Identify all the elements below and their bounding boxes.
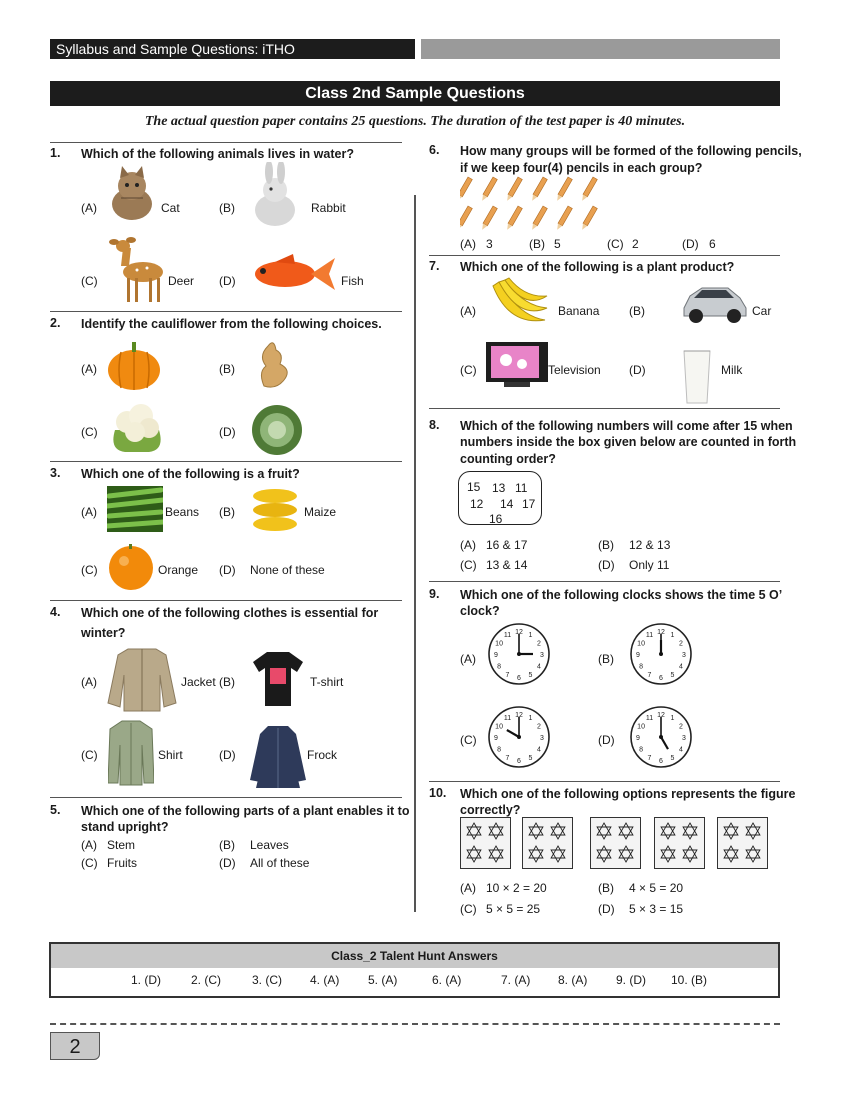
- question-text: winter?: [81, 626, 126, 640]
- divider: [429, 408, 780, 409]
- svg-text:10: 10: [637, 723, 645, 731]
- option-key: (D): [219, 274, 236, 288]
- box-number: 13: [492, 481, 506, 495]
- divider: [50, 142, 402, 143]
- question-number: 8.: [429, 418, 440, 432]
- column-divider: [414, 195, 416, 912]
- option-key: (A): [460, 652, 476, 666]
- question-text: Which one of the following clocks shows the time 5 O’: [460, 588, 783, 602]
- svg-text:1: 1: [528, 632, 533, 640]
- option-label: 12 & 13: [629, 538, 671, 552]
- option-key: (D): [219, 748, 236, 762]
- option-key: (B): [219, 362, 235, 376]
- svg-text:5: 5: [528, 754, 533, 762]
- option-key: (B): [219, 201, 235, 215]
- divider: [429, 781, 780, 782]
- pencils-image: [460, 175, 610, 233]
- svg-text:2: 2: [678, 723, 683, 731]
- question-text: Which one of the following is a fruit?: [81, 467, 300, 481]
- option-key: (D): [629, 363, 646, 377]
- option-label: 5 × 3 = 15: [629, 902, 684, 916]
- box-number: 14: [500, 497, 514, 511]
- question-number: 1.: [50, 146, 61, 160]
- option-key: (B): [529, 237, 545, 251]
- question-text: Identify the cauliflower from the following choices.: [81, 317, 382, 331]
- answer-item: 5. (A): [368, 973, 398, 987]
- option-key: (D): [598, 902, 615, 916]
- answer-item: 7. (A): [501, 973, 531, 987]
- option-label: Stem: [107, 838, 136, 852]
- option-key: (B): [219, 675, 235, 689]
- box-number: 15: [467, 480, 481, 494]
- svg-text:3: 3: [682, 652, 686, 659]
- header-section-title: Syllabus and Sample Questions: iTHO: [50, 39, 415, 59]
- answer-item: 9. (D): [616, 973, 646, 987]
- milk-image: [682, 349, 712, 405]
- rabbit-image: [250, 162, 300, 228]
- question-text: numbers inside the box given below are counted in forth: [460, 435, 797, 449]
- divider: [50, 797, 402, 798]
- answer-item: 8. (A): [558, 973, 588, 987]
- shirt-image: [108, 719, 154, 787]
- question-text: Which one of the following is a plant product?: [460, 260, 735, 274]
- answer-item: 6. (A): [432, 973, 462, 987]
- tshirt-image: [253, 650, 303, 708]
- svg-text:8: 8: [639, 663, 644, 671]
- option-label: Frock: [307, 748, 337, 762]
- pencil-icon: [580, 177, 597, 202]
- option-key: (B): [598, 881, 614, 895]
- option-label: Cat: [161, 201, 180, 215]
- question-text: stand upright?: [81, 820, 169, 834]
- option-key: (C): [460, 558, 477, 572]
- question-text: Which one of the following options represents the figure: [460, 787, 796, 801]
- box-number: 12: [470, 497, 484, 511]
- question-number: 3.: [50, 466, 61, 480]
- jacket-image: [106, 645, 178, 713]
- option-label: 5 × 5 = 25: [486, 902, 541, 916]
- question-number: 9.: [429, 587, 440, 601]
- option-key: (D): [598, 558, 615, 572]
- option-label: Beans: [165, 505, 200, 519]
- svg-text:6: 6: [659, 758, 663, 765]
- option-key: (A): [460, 538, 476, 552]
- option-key: (C): [460, 733, 477, 747]
- option-label: 4 × 5 = 20: [629, 881, 684, 895]
- stars-figure: [460, 817, 770, 871]
- svg-text:11: 11: [503, 632, 512, 640]
- option-key: (B): [629, 304, 645, 318]
- orange-image: [107, 543, 155, 591]
- question-number: 5.: [50, 803, 61, 817]
- answer-item: 10. (B): [671, 973, 708, 987]
- option-label: All of these: [250, 856, 310, 870]
- svg-text:7: 7: [647, 671, 652, 679]
- pencil-icon: [480, 177, 497, 202]
- question-number: 2.: [50, 316, 61, 330]
- pencil-icon: [505, 177, 522, 202]
- option-key: (B): [219, 838, 235, 852]
- question-text: Which one of the following parts of a plant enables it to: [81, 804, 410, 818]
- svg-text:7: 7: [647, 754, 652, 762]
- header-gray-bar: [421, 39, 780, 59]
- divider: [429, 581, 780, 582]
- question-number: 7.: [429, 259, 440, 273]
- option-label: 2: [632, 237, 639, 251]
- svg-text:9: 9: [494, 652, 498, 659]
- answers-title: Class_2 Talent Hunt Answers: [51, 944, 778, 968]
- pumpkin-image: [107, 336, 161, 392]
- option-label: 5: [554, 237, 561, 251]
- svg-text:2: 2: [678, 640, 683, 648]
- box-number: 16: [489, 512, 503, 526]
- option-label: T-shirt: [310, 675, 344, 689]
- answer-item: 4. (A): [310, 973, 340, 987]
- option-label: Fruits: [107, 856, 137, 870]
- option-key: (A): [81, 838, 97, 852]
- svg-text:4: 4: [536, 663, 541, 671]
- svg-text:9: 9: [494, 735, 498, 742]
- page-number: 2: [50, 1032, 100, 1060]
- television-image: [486, 342, 548, 388]
- question-number: 4.: [50, 605, 61, 619]
- question-text: counting order?: [460, 452, 556, 466]
- svg-text:7: 7: [505, 754, 510, 762]
- divider: [429, 255, 780, 256]
- option-label: 6: [709, 237, 716, 251]
- divider: [50, 311, 402, 312]
- clock-d: [628, 704, 694, 770]
- svg-text:6: 6: [517, 758, 521, 765]
- question-text: correctly?: [460, 803, 521, 817]
- option-label: Maize: [304, 505, 337, 519]
- dashed-divider: [50, 1023, 780, 1025]
- svg-text:5: 5: [670, 671, 675, 679]
- option-key: (A): [81, 201, 97, 215]
- option-label: Leaves: [250, 838, 289, 852]
- option-label: Car: [752, 304, 772, 318]
- svg-text:11: 11: [645, 715, 654, 723]
- option-label: 3: [486, 237, 493, 251]
- option-key: (B): [598, 652, 614, 666]
- svg-text:12: 12: [515, 629, 523, 636]
- option-label: Only 11: [629, 558, 670, 572]
- svg-text:4: 4: [536, 746, 541, 754]
- pencil-icon: [530, 206, 547, 231]
- option-key: (A): [460, 881, 476, 895]
- box-number: 17: [522, 497, 536, 511]
- answer-item: 2. (C): [191, 973, 221, 987]
- svg-text:1: 1: [670, 715, 675, 723]
- question-text: Which of the following numbers will come after 15 when: [460, 419, 793, 433]
- ginger-image: [250, 336, 294, 390]
- beans-image: [107, 486, 163, 532]
- option-key: (D): [682, 237, 699, 251]
- svg-text:12: 12: [657, 712, 665, 719]
- banana-image: [489, 276, 549, 332]
- option-key: (C): [81, 748, 98, 762]
- car-image: [680, 278, 748, 326]
- svg-text:3: 3: [682, 735, 686, 742]
- answer-item: 3. (C): [252, 973, 282, 987]
- option-label: Shirt: [158, 748, 183, 762]
- option-key: (D): [219, 425, 236, 439]
- divider: [50, 600, 402, 601]
- pencil-icon: [530, 177, 547, 202]
- option-key: (A): [460, 237, 476, 251]
- option-label: Deer: [168, 274, 195, 288]
- option-label: 10 × 2 = 20: [486, 881, 547, 895]
- fish-image: [249, 254, 335, 294]
- svg-text:8: 8: [497, 746, 502, 754]
- option-key: (C): [460, 363, 477, 377]
- clock-b: [628, 621, 694, 687]
- option-label: Rabbit: [311, 201, 346, 215]
- option-key: (D): [219, 563, 236, 577]
- pencil-icon: [580, 206, 597, 231]
- option-label: 13 & 14: [486, 558, 528, 572]
- svg-text:8: 8: [497, 663, 502, 671]
- option-key: (B): [598, 538, 614, 552]
- maize-image: [250, 486, 300, 534]
- page-title: Class 2nd Sample Questions: [50, 81, 780, 106]
- pencil-icon: [505, 206, 522, 231]
- option-key: (C): [81, 856, 98, 870]
- option-key: (C): [607, 237, 624, 251]
- svg-text:10: 10: [495, 723, 503, 731]
- svg-text:1: 1: [528, 715, 533, 723]
- svg-text:5: 5: [528, 671, 533, 679]
- question-number: 10.: [429, 786, 447, 800]
- svg-text:4: 4: [678, 746, 683, 754]
- svg-text:12: 12: [657, 629, 665, 636]
- question-number: 6.: [429, 143, 440, 157]
- svg-text:1: 1: [670, 632, 675, 640]
- option-key: (A): [81, 675, 97, 689]
- divider: [50, 461, 402, 462]
- option-key: (C): [81, 563, 98, 577]
- svg-text:11: 11: [645, 632, 654, 640]
- svg-text:9: 9: [636, 652, 640, 659]
- option-label: Fish: [341, 274, 364, 288]
- option-key: (D): [598, 733, 615, 747]
- svg-text:2: 2: [536, 723, 541, 731]
- clock-c: [486, 704, 552, 770]
- box-number: 11: [515, 481, 528, 495]
- svg-text:5: 5: [670, 754, 675, 762]
- svg-text:10: 10: [495, 640, 503, 648]
- question-text: Which one of the following clothes is essential for: [81, 606, 379, 620]
- svg-text:2: 2: [536, 640, 541, 648]
- question-text: clock?: [460, 604, 500, 618]
- option-key: (A): [81, 362, 97, 376]
- pencil-icon: [555, 177, 572, 202]
- option-label: 16 & 17: [486, 538, 528, 552]
- cabbage-image: [249, 402, 305, 456]
- cat-image: [107, 166, 157, 224]
- pencil-icon: [460, 177, 472, 202]
- question-text: How many groups will be formed of the following pencils,: [460, 144, 802, 158]
- option-key: (B): [219, 505, 235, 519]
- option-label: Orange: [158, 563, 199, 577]
- pencil-icon: [460, 206, 472, 231]
- deer-image: [107, 236, 167, 304]
- svg-text:6: 6: [517, 675, 521, 682]
- question-text: if we keep four(4) pencils in each group?: [460, 161, 703, 175]
- option-key: (C): [81, 425, 98, 439]
- answer-item: 1. (D): [131, 973, 161, 987]
- pencil-icon: [555, 206, 572, 231]
- option-label: Jacket: [181, 675, 216, 689]
- svg-text:10: 10: [637, 640, 645, 648]
- exam-note: The actual question paper contains 25 questions. The duration of the test paper is 40 minutes.: [144, 114, 686, 129]
- option-label: Milk: [721, 363, 743, 377]
- svg-text:3: 3: [540, 652, 544, 659]
- option-key: (C): [81, 274, 98, 288]
- clock-a: [486, 621, 552, 687]
- svg-text:4: 4: [678, 663, 683, 671]
- svg-text:3: 3: [540, 735, 544, 742]
- question-text: Which of the following animals lives in water?: [81, 147, 354, 161]
- cauliflower-image: [109, 400, 165, 454]
- option-key: (D): [219, 856, 236, 870]
- svg-text:12: 12: [515, 712, 523, 719]
- svg-text:7: 7: [505, 671, 510, 679]
- option-label: None of these: [250, 563, 325, 577]
- option-label: Television: [548, 363, 601, 377]
- svg-text:9: 9: [636, 735, 640, 742]
- svg-text:6: 6: [659, 675, 663, 682]
- option-label: Banana: [558, 304, 600, 318]
- frock-image: [250, 724, 306, 790]
- option-key: (C): [460, 902, 477, 916]
- pencil-icon: [480, 206, 497, 231]
- svg-text:8: 8: [639, 746, 644, 754]
- option-key: (A): [81, 505, 97, 519]
- svg-text:11: 11: [503, 715, 512, 723]
- option-key: (A): [460, 304, 476, 318]
